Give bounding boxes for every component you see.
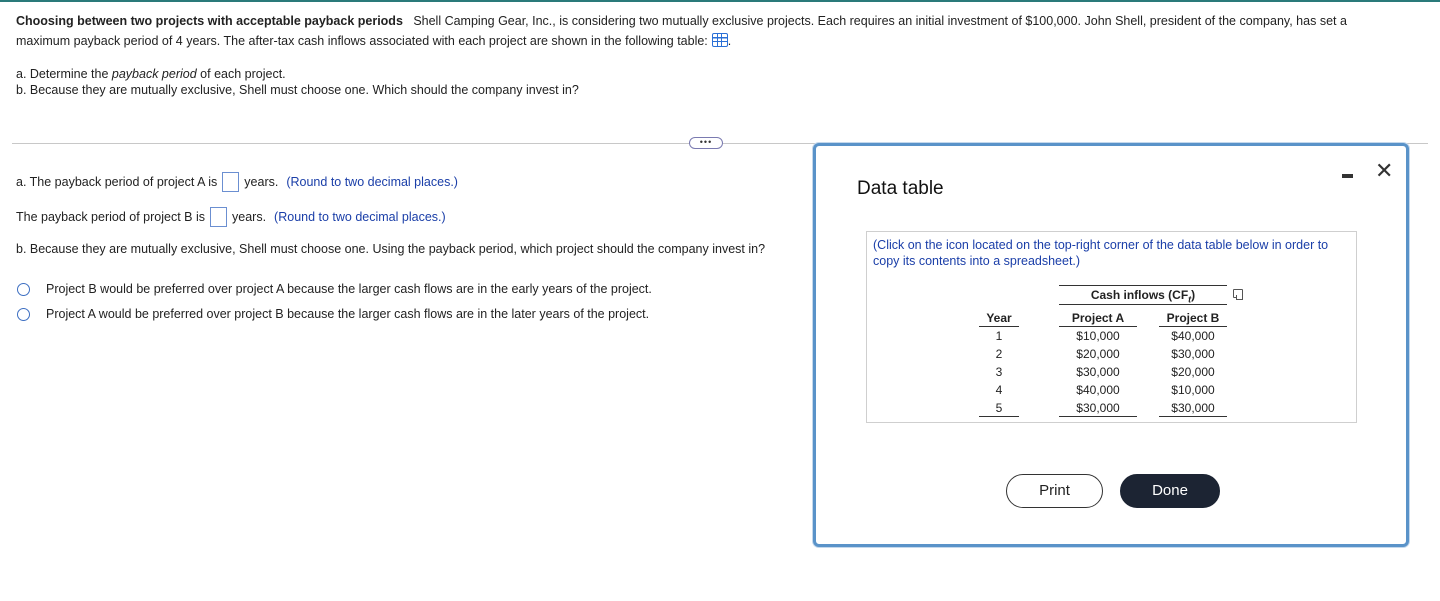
cash-inflows-header: Cash inflows $(CF_t)$ bbox=[1059, 285, 1227, 305]
table-grid-icon[interactable] bbox=[712, 33, 728, 47]
year-column: Year 1 2 3 4 5 bbox=[979, 309, 1019, 417]
payback-a-input[interactable] bbox=[222, 172, 239, 192]
option-project-b[interactable]: Project B would be preferred over project A because the larger cash flows are in the early years of the project. bbox=[17, 282, 652, 296]
problem-text-1: Shell Camping Gear, Inc., is considering two mutually exclusive projects. Each requires an initial investment of $100,000. John Shell, president of the company, has set a bbox=[413, 14, 1347, 28]
print-button[interactable]: Print bbox=[1006, 474, 1103, 508]
radio-button[interactable] bbox=[17, 283, 30, 296]
problem-text-2: maximum payback period of 4 years. The after-tax cash inflows associated with each project are shown in the following table: bbox=[16, 34, 708, 48]
problem-statement: Choosing between two projects with acceptable payback periods Shell Camping Gear, Inc., is considering two mutually exclusive projects. Each requires an initial investment of $100,000. John Shell, president of the company, has set a maximum payback period of 4 years. The after-tax cash inflows associated with each project are shown in the following table: . bbox=[16, 14, 1347, 48]
data-table-dialog bbox=[813, 143, 1409, 547]
copy-instructions: (Click on the icon located on the top-right corner of the data table below in order to copy its contents into a spreadsheet.) bbox=[873, 238, 1329, 268]
answer-b-line: The payback period of project B is years. (Round to two decimal places.) bbox=[16, 207, 446, 227]
question-b: b. Because they are mutually exclusive, Shell must choose one. Using the payback period, which project should the company invest in? bbox=[16, 242, 766, 256]
dialog-title: Data table bbox=[857, 178, 944, 199]
minimize-icon[interactable] bbox=[1342, 174, 1353, 178]
problem-title: Choosing between two projects with acceptable payback periods bbox=[16, 14, 403, 28]
task-b: b. Because they are mutually exclusive, Shell must choose one. Which should the company invest in? bbox=[16, 83, 579, 97]
project-a-column: Project A $10,000 $20,000 $30,000 $40,000 $30,000 bbox=[1059, 309, 1137, 417]
radio-button[interactable] bbox=[17, 308, 30, 321]
done-button[interactable]: Done bbox=[1120, 474, 1220, 508]
expand-button[interactable]: ••• bbox=[689, 137, 723, 149]
option-project-a[interactable]: Project A would be preferred over project B because the larger cash flows are in the later years of the project. bbox=[17, 307, 649, 321]
data-table-panel bbox=[866, 231, 1357, 423]
task-list bbox=[16, 66, 579, 98]
round-hint-a: (Round to two decimal places.) bbox=[286, 175, 458, 189]
round-hint-b: (Round to two decimal places.) bbox=[274, 210, 446, 224]
task-a: a. Determine the payback period of each project. bbox=[16, 67, 286, 81]
top-accent-line bbox=[0, 0, 1440, 2]
answer-a-line: a. The payback period of project A is years. (Round to two decimal places.) bbox=[16, 172, 458, 192]
copy-to-spreadsheet-icon[interactable] bbox=[1233, 289, 1243, 298]
project-b-column: Project B $40,000 $30,000 $20,000 $10,000 $30,000 bbox=[1159, 309, 1227, 417]
payback-b-input[interactable] bbox=[210, 207, 227, 227]
close-icon[interactable]: ✕ bbox=[1375, 158, 1394, 183]
